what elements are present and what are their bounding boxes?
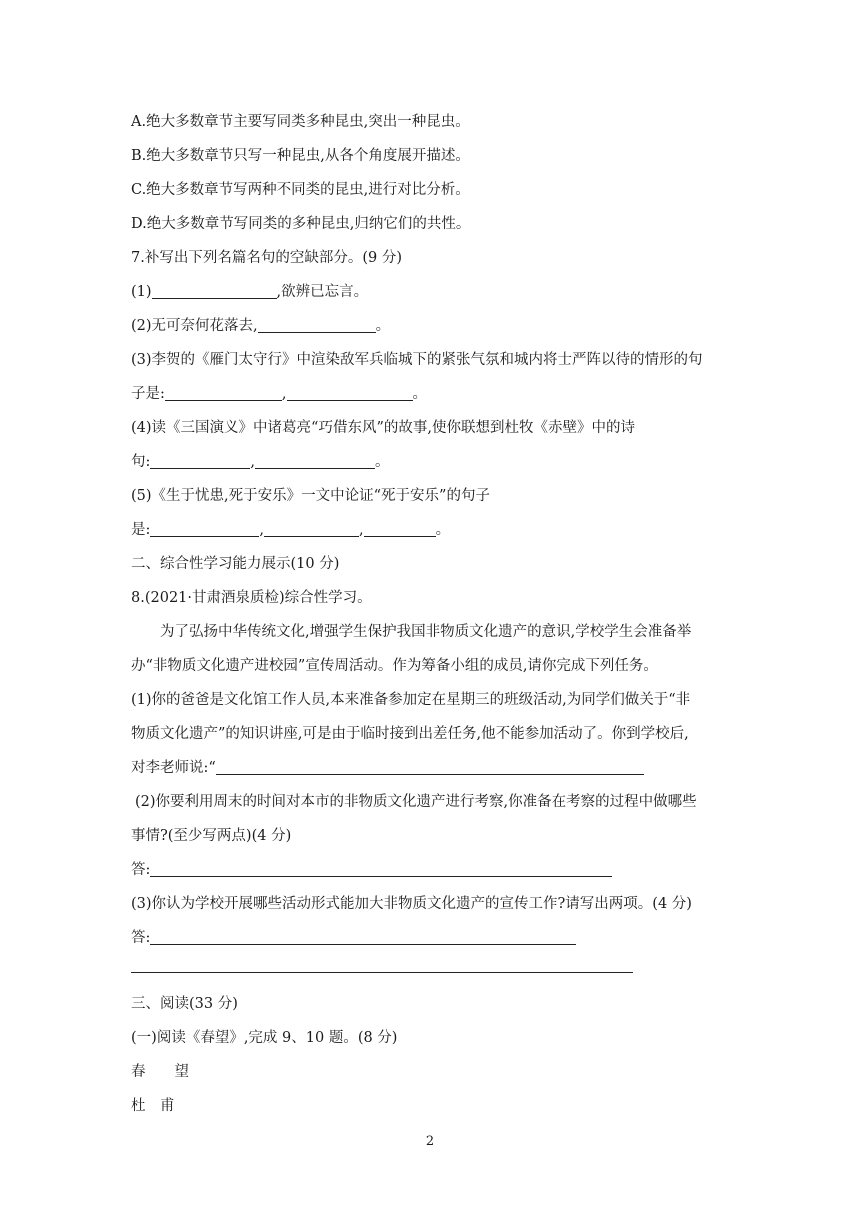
answer-line[interactable] <box>150 929 576 945</box>
q7-item-4-line2 <box>131 452 390 472</box>
q7-item-2 <box>131 316 390 336</box>
answer-label: 答: <box>131 930 151 946</box>
q7-item-4-comma: , <box>250 454 255 470</box>
q7-item-4-end: 。 <box>375 454 390 470</box>
q7-item-3-line2 <box>131 384 427 404</box>
q7-item-2-text: (2)无可奈何花落去, <box>131 318 258 334</box>
q7-item-5-comma: , <box>359 522 364 538</box>
poem-author: 杜 甫 <box>131 1098 175 1114</box>
answer-blank[interactable] <box>258 317 376 333</box>
section3-subheading: (一)阅读《春望》,完成 9、10 题。(8 分) <box>131 1030 398 1046</box>
answer-blank[interactable] <box>150 521 259 537</box>
q8-part1-line2: 物质文化遗产”的知识讲座,可是由于临时接到出差任务,他不能参加活动了。你到学校后, <box>131 726 689 742</box>
poem-title: 春 望 <box>131 1064 189 1080</box>
answer-label: 答: <box>131 862 151 878</box>
answer-line[interactable] <box>131 972 633 973</box>
q7-item-2-end: 。 <box>375 318 391 334</box>
q7-item-4-prefix: 句: <box>131 454 151 470</box>
option-d: D.绝大多数章节写同类的多种昆虫,归纳它们的共性。 <box>131 216 471 232</box>
q7-item-1 <box>131 282 368 302</box>
q7-item-3-line1: (3)李贺的《雁门太守行》中渲染敌军兵临城下的紧张气氛和城内将士严阵以待的情形的句 <box>131 352 703 368</box>
q8-part3-answer <box>131 928 576 948</box>
answer-blank[interactable] <box>364 521 436 537</box>
q7-item-1-text: ,欲辨已忘言。 <box>276 284 369 300</box>
answer-line[interactable] <box>216 759 644 775</box>
q7-item-5-prefix: 是: <box>131 522 151 538</box>
answer-line[interactable] <box>150 861 612 877</box>
q7-item-5-line1: (5)《生于忧患,死于安乐》一文中论证“死于安乐”的句子 <box>131 488 490 504</box>
q8-intro-line2: 办“非物质文化遗产进校园”宣传周活动。作为筹备小组的成员,请你完成下列任务。 <box>131 658 658 674</box>
q8-part1-line3 <box>131 758 644 778</box>
answer-blank[interactable] <box>165 385 282 401</box>
option-c: C.绝大多数章节写两种不同类的昆虫,进行对比分析。 <box>131 182 470 198</box>
q7-item-3-end: 。 <box>412 386 427 402</box>
q7-item-1-label: (1) <box>131 284 152 300</box>
q8-part3-line1: (3)你认为学校开展哪些活动形式能加大非物质文化遗产的宣传工作?请写出两项。(4 分) <box>131 896 692 912</box>
q7-item-3-comma: , <box>281 386 287 402</box>
answer-blank[interactable] <box>255 453 375 469</box>
page-number: 2 <box>425 1134 435 1149</box>
q7-item-5-line2 <box>131 520 450 540</box>
section2-heading: 二、综合性学习能力展示(10 分) <box>131 556 340 572</box>
q8-title: 8.(2021·甘肃酒泉质检)综合性学习。 <box>131 590 372 606</box>
section3-heading: 三、阅读(33 分) <box>131 996 238 1012</box>
q8-part1-line1: (1)你的爸爸是文化馆工作人员,本来准备参加定在星期三的班级活动,为同学们做关于“非 <box>131 692 691 708</box>
answer-blank[interactable] <box>287 385 413 401</box>
q7-item-5-comma: , <box>259 522 264 538</box>
q8-intro-line1: 为了弘扬中华传统文化,增强学生保护我国非物质文化遗产的意识,学校学生会准备举 <box>160 624 692 640</box>
q7-item-3-prefix: 子是: <box>131 386 165 402</box>
option-a: A.绝大多数章节主要写同类多种昆虫,突出一种昆虫。 <box>131 114 470 130</box>
q7-item-4-line1: (4)读《三国演义》中诸葛亮“巧借东风”的故事,使你联想到杜牧《赤壁》中的诗 <box>131 420 635 436</box>
option-b: B.绝大多数章节只写一种昆虫,从各个角度展开描述。 <box>131 148 470 164</box>
q8-part2-line2: 事情?(至少写两点)(4 分) <box>131 828 292 844</box>
q8-part2-answer <box>131 860 612 880</box>
answer-blank[interactable] <box>152 283 277 299</box>
q7-item-5-end: 。 <box>435 522 451 538</box>
q7-title: 7.补写出下列名篇名句的空缺部分。(9 分) <box>131 250 402 266</box>
q8-part1-prefix: 对李老师说:“ <box>131 760 216 776</box>
answer-blank[interactable] <box>264 521 359 537</box>
answer-blank[interactable] <box>150 453 250 469</box>
q8-part2-line1: (2)你要利用周末的时间对本市的非物质文化遗产进行考察,你准备在考察的过程中做哪些 <box>135 794 697 810</box>
